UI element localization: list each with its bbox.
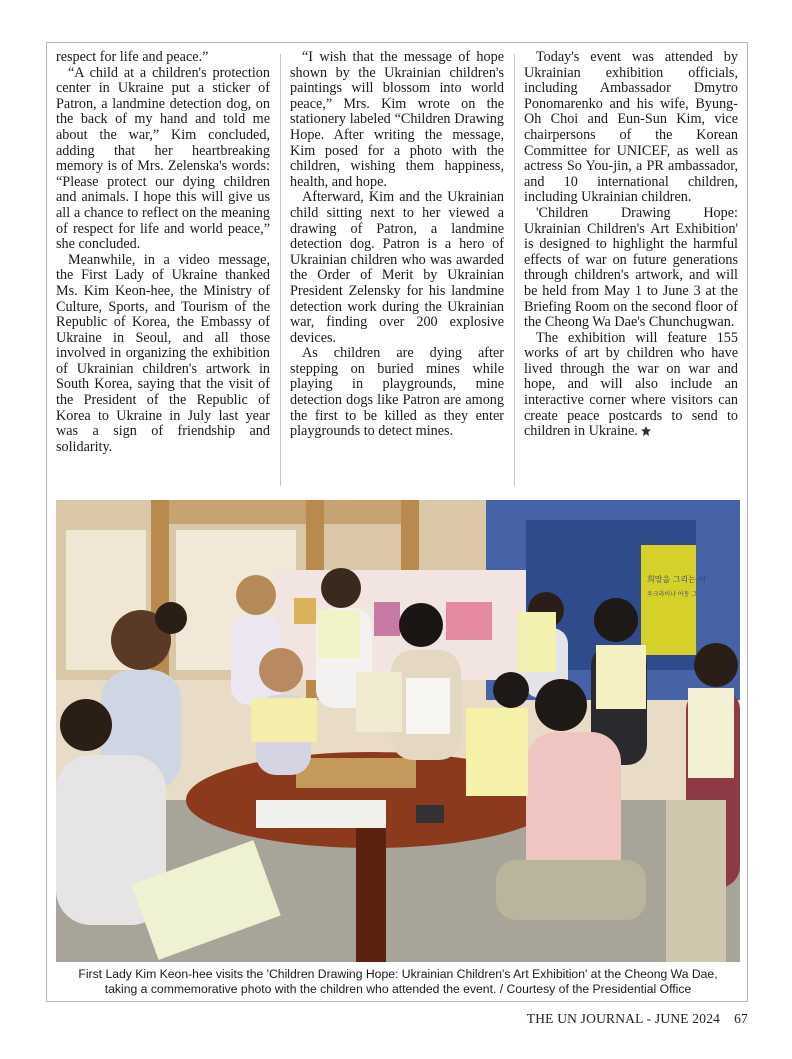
ornament-end-icon <box>641 426 651 436</box>
banner-text: 희망을 그리는 아 <box>647 575 707 584</box>
caption-line: taking a commemorative photo with the children who attended the event. / Courtesy of the Presidential Office <box>104 982 692 996</box>
paragraph: 'Children Drawing Hope: Ukrainian Children's Art Exhibition' is designed to highlight the harmful effects of war on future generations through children's artwork, and will be held from May 1 to June 3 at the Briefing Room on the second floor of the Cheong Wa Dae's Chunchugwan. <box>524 204 738 331</box>
page-footer <box>527 1011 748 1027</box>
paragraph: “I wish that the message of hope shown by the Ukrainian children's paintings will blossom into world peace,” Mrs. Kim wrote on the stationery labeled “Children Drawing Hope. After writing the message, Kim posed for a photo with the children, wishing them happiness, health, and hope. <box>290 49 504 190</box>
photo-caption <box>56 967 740 997</box>
paragraph: Afterward, Kim and the Ukrainian child sitting next to her viewed a drawing of Patron, a landmine detection dog. Patron is a hero of Ukrainian children who was awarded the Order of Merit by Ukrainian President Zelensky for his landmine detection work during the Ukrainian war, finding over 200 explosive devices. <box>290 189 504 346</box>
paragraph: Meanwhile, in a video message, the First Lady of Ukraine thanked Ms. Kim Keon-hee, the Ministry of Culture, Sports, and Tourism of the Republic of Korea, the Embassy of Ukraine in Seoul, and all those involved in organizing the exhibition of Ukrainian children's artwork in South Korea, saying that the visit of the President of the Republic of Korea to Ukraine in July last year was a sign of friendship and solidarity. <box>56 251 270 455</box>
column-divider <box>514 54 515 486</box>
banner-text: 우크라이나 아동 그 <box>647 591 698 598</box>
event-photo-illustration <box>56 500 740 962</box>
publication-name: THE UN JOURNAL - JUNE 2024 <box>526 1011 721 1026</box>
article-column-2 <box>290 50 504 440</box>
article-column-1 <box>56 50 270 455</box>
article-column-3 <box>524 50 738 440</box>
column-divider <box>280 54 281 486</box>
event-photo <box>56 500 740 962</box>
paragraph-text: The exhibition will feature 155 works of art by children who have lived through the war on war and hope, and will also include an interactive corner where visitors can create peace postcards to send to children in Ukraine. <box>524 329 738 440</box>
paragraph: As children are dying after stepping on buried mines while playing in playgrounds, mine detection dogs like Patron are among the first to be killed as they enter playgrounds to detect mines. <box>290 345 504 440</box>
page-number: 67 <box>734 1011 748 1026</box>
article-body <box>56 50 740 490</box>
caption-line: First Lady Kim Keon-hee visits the 'Children Drawing Hope: Ukrainian Children's Art Exhibition' at the Cheong Wa Dae, <box>78 967 718 981</box>
paragraph: “A child at a children's protection center in Ukraine put a sticker of Patron, a landmine detection dog, on the back of my hand and told me about the war,” Kim concluded, adding that her heartbreaking memory is of Mrs. Zelenska's words: “Please protect our dying children and animals. I hope this will give us all a chance to reflect on the meaning of respect for life and world peace,” she concluded. <box>56 64 270 253</box>
paragraph <box>524 331 738 440</box>
paragraph: Today's event was attended by Ukrainian exhibition officials, including Ambassador Dmytro Ponomarenko and his wife, Byung-Oh Choi and Eun-Sun Kim, vice chairpersons of the Korean Committee for UNICEF, as well as actress So You-jin, a PR ambassador, and 10 international children, including Ukrainian children. <box>524 49 738 206</box>
paragraph: respect for life and peace.” <box>56 49 209 65</box>
